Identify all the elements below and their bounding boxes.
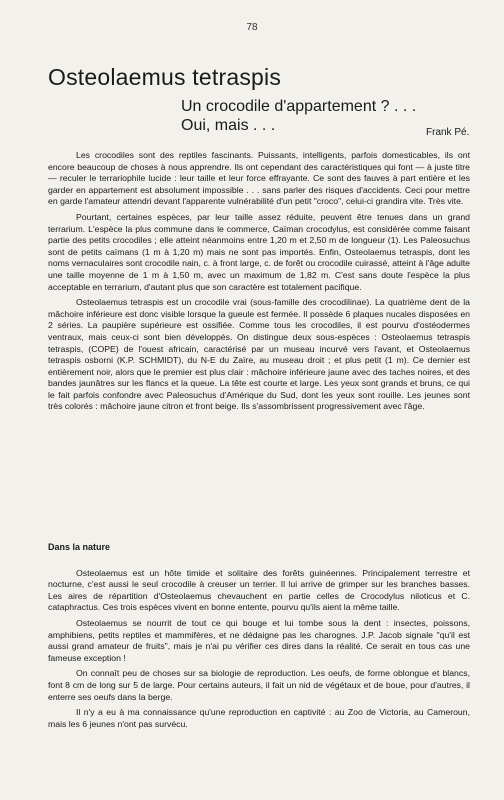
paragraph: Il n'y a eu à ma connaissance qu'une reproduction en captivité : au Zoo de Victoria, au Cameroun, mais les 6 jeunes n'ont pas survécu. bbox=[48, 707, 470, 729]
paragraph: Osteolaemus est un hôte timide et solitaire des forêts guinéennes. Principalement terrestre et nocturne, c'est aussi le seul crocodile à creuser un terrier. Il lui arrive de grimper sur les branches basses. Les aires de répartition d'Osteolaemus chevauchent en partie celles de Crocodylus niloticus et C. cataphractus. Ces trois espèces vivent en bonne entente, pourvu qu'ils aient la même taille. bbox=[48, 567, 470, 613]
subtitle-line-1: Un crocodile d'appartement ? . . . bbox=[181, 98, 417, 115]
subtitle-line-2: Oui, mais . . . bbox=[181, 117, 276, 134]
section-heading: Dans la nature bbox=[48, 542, 111, 552]
paragraph: On connaît peu de choses sur sa biologie de reproduction. Les oeufs, de forme oblongue et blancs, font 8 cm de long sur 5 de large. Pour certains auteurs, il fait un nid de végétaux et de boue, pour d'autres, il enterre ses oeufs dans la berge. bbox=[48, 668, 470, 702]
paragraph: Les crocodiles sont des reptiles fascinants. Puissants, intelligents, parfois domesticables, ils ont encore beaucoup de choses à nous apprendre. Ils ont cependant des caractéristiques qui font — à juste titre — reculer le terrariophile lucide : leur taille et leur force effrayante. Ce sont des fauves à part entière et les garder en appartement est absolument impossible . . . sans parler des risques d'accidents. Ceci pour mettre en garde l'amateur attendri devant l'apparente vulnérabilité d'un petit "croco", celui-ci grandira vite. Très vite. bbox=[48, 150, 470, 207]
section-dans-la-nature bbox=[48, 542, 470, 734]
paragraph: Pourtant, certaines espèces, par leur taille assez réduite, peuvent être tenues dans un grand terrarium. L'espèce la plus commune dans le commerce, Caïman crocodylus, est considérée comme faisant partie des petits crocodiles ; elle atteint néanmoins entre 1,20 m et 2,50 m de longueur (1). Les Paleosuchus sont de petits caïmans (1 m à 1,20 m) mais ne sont pas importés. Enfin, Osteolaemus tetraspis, dont les noms vernaculaires sont crocodile nain, c. à front large, c. de forêt ou crocodile cuirassé, atteint à l'âge adulte une taille moyenne de 1 m à 1,50 m, avec un maximum de 1,82 m. C'est sans doute l'espèce la plus acceptable en terrarium, d'autant plus que son caractère est totalement pacifique. bbox=[48, 211, 470, 292]
page-number: 78 bbox=[246, 22, 258, 33]
author-name: Frank Pé. bbox=[426, 127, 470, 138]
article-title: Osteolaemus tetraspis bbox=[48, 64, 282, 90]
paragraph: Osteolaemus se nourrit de tout ce qui bouge et lui tombe sous la dent : insectes, poissons, amphibiens, petits reptiles et mammifères, et ne dédaigne pas les charognes. J.P. Jacob signale "qu'il est aussi grand amateur de fruits", mais je n'ai pu vérifier ces dires dans la réalité. Ce serait en tous cas une fameuse exception ! bbox=[48, 617, 470, 663]
article-intro bbox=[48, 150, 470, 417]
article-subtitle bbox=[181, 97, 416, 135]
paragraph: Osteolaemus tetraspis est un crocodile vrai (sous-famille des crocodilinae). La quatrième dent de la mâchoire inférieure est donc visible lorsque la gueule est fermée. Il possède 6 plaques nucales disposées en 2 séries. La paupière supérieure est ossifiée. Comme tous les crocodiles, il est pourvu d'ostéodermes ventraux, mais ceux-ci sont bien développés. On distingue deux sous-espèces : Osteolaemus tetraspis tetraspis, (COPE) de l'ouest africain, caractérisé par un museau incurvé vers l'avant, et Osteolaemus tetraspis osborni (K.P. SCHMIDT), du N-E du Zaïre, au museau droit ; et plus petit (1 m). Ce dernier est entièrement noir, alors que le premier est plus clair : mâchoire inférieure jaune avec des taches noires, et des bandes jaunâtres sur les flancs et la queue. La tête est courte et large. Les yeux sont grands et bruns, ce qui le fait parfois confondre avec Paleosuchus d'Amérique du Sud, dont les yeux sont rouille. Les jeunes sont très colorés : mâchoire jaune citron et front beige. Ils s'assombrissent progressivement avec l'âge. bbox=[48, 297, 470, 412]
